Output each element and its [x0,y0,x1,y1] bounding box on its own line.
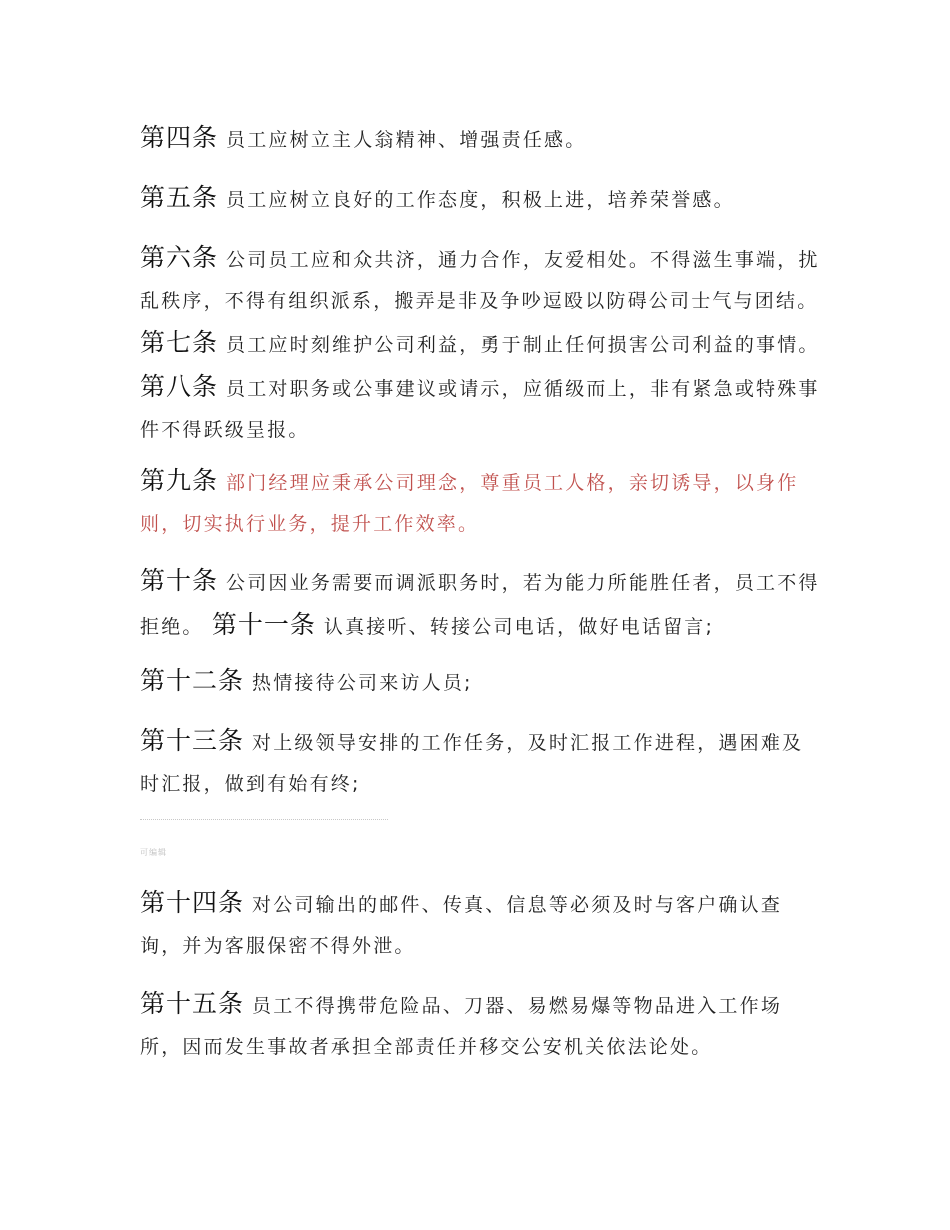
page-divider [140,819,388,820]
article-9 [140,460,820,545]
article-text: 员工不得携带危险品、刀器、易燃易爆等物品进入工作场所，因而发生事故者承担全部责任并移交公安机关依法论处。 [140,995,783,1058]
article-label: 第九条 [140,466,219,495]
article-text: 员工对职务或公事建议或请示，应循级而上，非有紧急或特殊事件不得跃级呈报。 [140,378,820,441]
article-label: 第十三条 [140,726,245,755]
article-4 [140,117,820,161]
article-text: 员工应树立主人翁精神、增强责任感。 [226,129,587,151]
article-label: 第四条 [140,123,219,152]
article-text: 对公司输出的邮件、传真、信息等必须及时与客户确认查询，并为客服保密不得外泄。 [140,894,783,957]
article-5 [140,177,820,221]
article-6-7-8 [140,237,820,451]
article-label: 第十四条 [140,888,245,917]
footer-note: 可编辑 [140,848,167,857]
article-text-highlighted: 部门经理应秉承公司理念，尊重员工人格，亲切诱导，以身作则，切实执行业务，提升工作效率。 [140,472,799,535]
article-text: 公司因业务需要而调派职务时，若为能力所能胜任者，员工不得拒绝。 [140,572,820,638]
article-label: 第十一条 [211,610,316,639]
article-label: 第六条 [140,243,219,272]
article-label: 第十五条 [140,989,245,1018]
article-text: 员工应树立良好的工作态度，积极上进，培养荣誉感。 [226,189,735,211]
article-label: 第五条 [140,183,219,212]
article-12 [140,660,820,704]
article-10-11 [140,560,820,648]
article-label: 第十条 [140,566,219,595]
article-text: 对上级领导安排的工作任务，及时汇报工作进程，遇困难及时汇报，做到有始有终; [140,732,804,795]
article-label: 第十二条 [140,666,245,695]
article-14 [140,882,820,967]
article-15 [140,983,820,1068]
article-text: 认真接听、转接公司电话，做好电话留言; [323,616,715,638]
article-label: 第八条 [140,372,219,401]
article-label: 第七条 [140,328,219,357]
article-text: 公司员工应和众共济，通力合作，友爱相处。不得滋生事端，扰乱秩序，不得有组织派系，搬弄是非及争吵逗殴以防碍公司士气与团结。 [140,249,820,312]
article-13 [140,720,820,805]
article-text: 员工应时刻维护公司利益，勇于制止任何损害公司利益的事情。 [226,334,820,356]
article-text: 热情接待公司来访人员; [252,672,473,694]
